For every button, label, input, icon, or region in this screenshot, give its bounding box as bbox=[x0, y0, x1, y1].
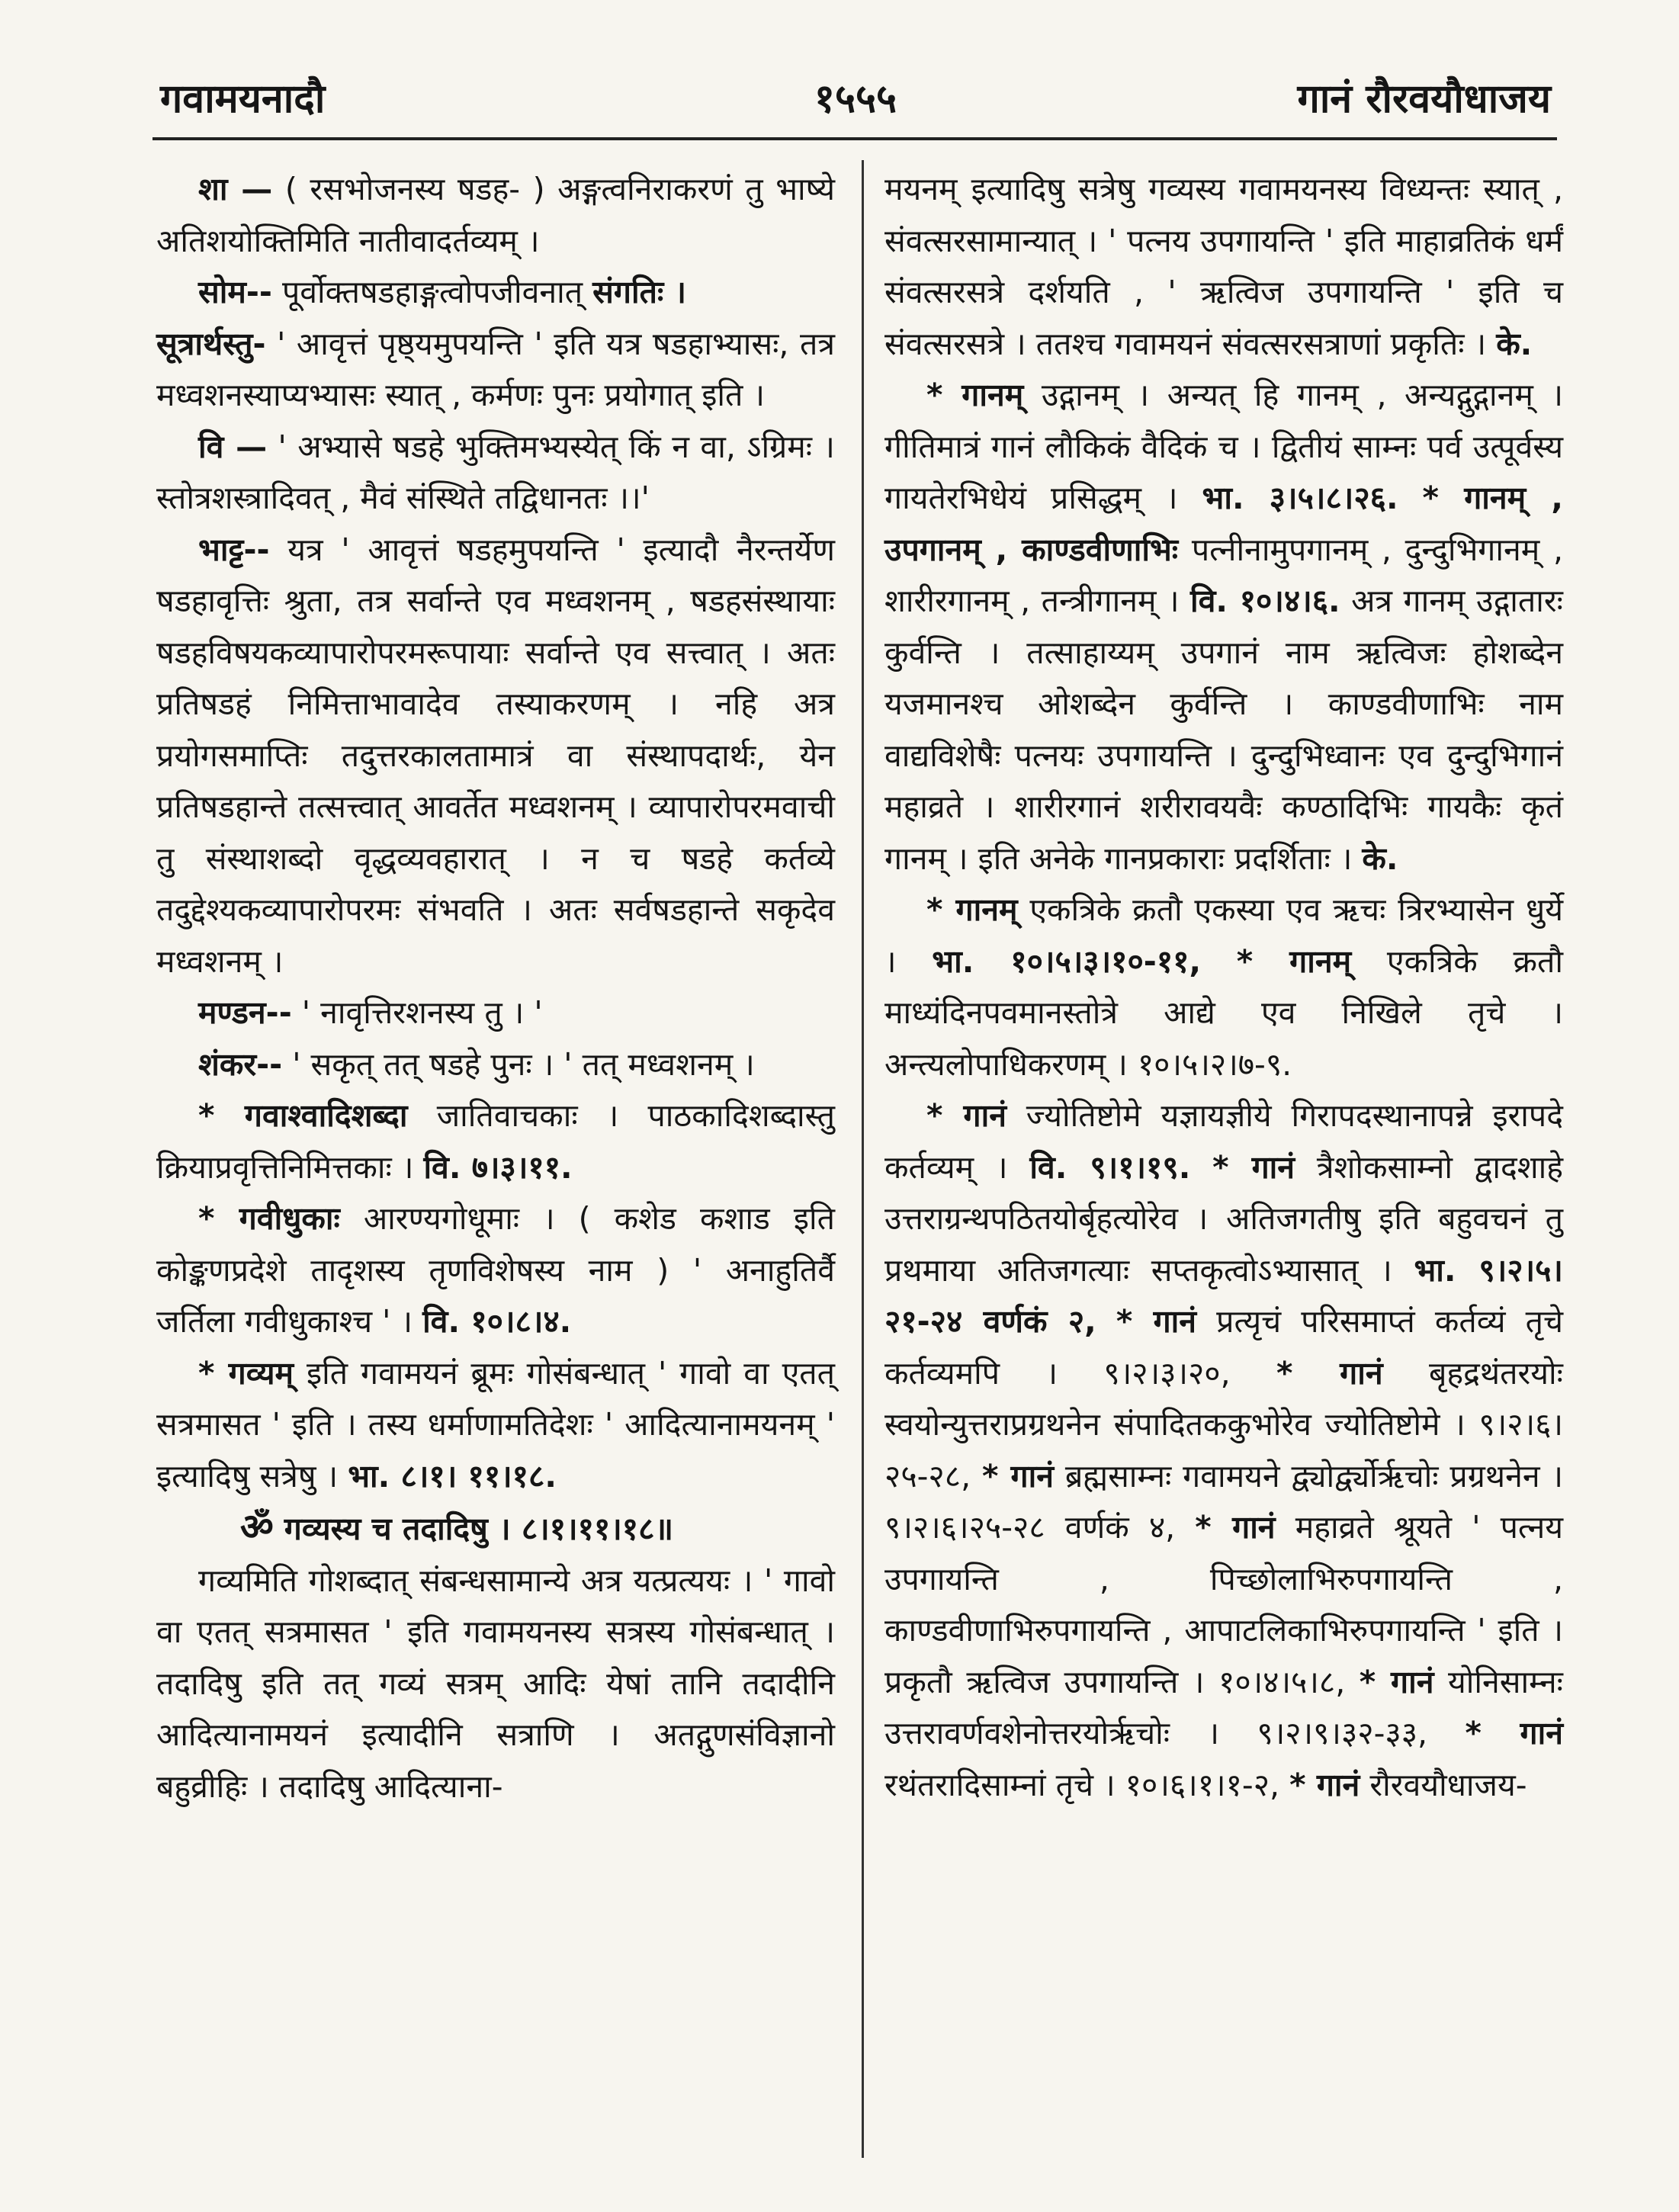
entry-bhatta bbox=[156, 525, 835, 988]
entry-mandana bbox=[156, 987, 835, 1039]
headword-ganam-11: गानं bbox=[1391, 1663, 1434, 1700]
label-soma: सोम-- bbox=[198, 274, 272, 310]
left-column bbox=[156, 164, 835, 1812]
headword-ganam-10: गानं bbox=[1232, 1509, 1276, 1546]
entry-ganam-5: * गानं ज्योतिष्टोमे यज्ञायज्ञीये गिरापदस्थानापन्ने इरापदे कर्तव्यम् । वि. ९।१।१९. * गानं त्रैशोकसाम्नो द्वादशाहे उत्तराग्रन्थपठितयोर्बृहत्योरेव । अतिजगतीषु इति बहुवचनं तु प्रथमाया अतिजगत्याः सप्तकृत्वोऽभ्यासात् । भा. ९।२।५।२१-२४ वर्णकं २, * गानं प्रत्यृचं परिसमाप्तं कर्तव्यं तृचे कर्तव्यमपि । ९।२।३।२०, * गानं बृहद्रथंतरयोः स्वयोन्युत्तराप्रग्रथनेन संपादितककुभोरेव ज्योतिष्टोमे । ९।२।६।२५-२८, * गानं ब्रह्मसाम्नः गवामयने द्व्योर्द्व्योर्ऋचोः प्रग्रथनेन । ९।२।६।२५-२८ वर्णकं ४, * गानं महाव्रते श्रूयते ' पत्नय उपगायन्ति , पिच्छोलाभिरुपगायन्ति , काण्डवीणाभिरुपगायन्ति , आपाटलिकाभिरुपगायन्ति ' इति । प्रकृतौ ऋत्विज उपगायन्ति । १०।४।५।८, * गानं योनिसाम्नः उत्तरावर्णवशेनोत्तरयोर्ऋचोः । ९।२।९।३२-३३, * गानं रथंतरादिसाम्नां तृचे । १०।६।१।१-२, * गानं रौरवयौधाजय- bbox=[884, 1097, 1563, 1803]
header-right-title: गानं रौरवयौधाजय bbox=[1297, 76, 1551, 122]
text-ganam-7: प्रत्यृचं परिसमाप्तं कर्तव्यं तृचे कर्तव्यमपि । ९।२।३।२०, bbox=[884, 1303, 1563, 1392]
page-header bbox=[160, 70, 1551, 131]
text-gavyam: इति गवामयनं ब्रूमः गोसंबन्धात् ' गावो वा एतत् सत्रमासत ' इति । तस्य धर्माणामतिदेशः ' आदित्यानामयनम् ' इत्यादिषु सत्रेषु । bbox=[156, 1354, 835, 1494]
entry-sutrartha bbox=[156, 319, 835, 422]
header-left-title: गवामयनादौ bbox=[160, 76, 326, 122]
label-mandana: मण्डन-- bbox=[198, 994, 292, 1031]
headword-ganam-13: गानं bbox=[1316, 1766, 1360, 1803]
entry-sutra-commentary bbox=[156, 1555, 835, 1813]
entry-gavashvadi: * गवाश्वादिशब्दा जातिवाचकाः । पाठकादिशब्दास्तु क्रियाप्रवृत्तिनिमित्तकाः । वि. ७।३।११. bbox=[156, 1097, 835, 1186]
ref-gavidhuka: वि. १०।८।४. bbox=[422, 1303, 572, 1340]
ref-ganam-2: वि. १०।४।६. bbox=[1190, 583, 1340, 619]
text-mandana: ' नावृत्तिरशनस्य तु । ' bbox=[301, 994, 543, 1031]
text-ganam-4: एकत्रिके क्रतौ माध्यंदिनपवमानस्तोत्रे आद्ये एव निखिले तृचे । अन्त्यलोपाधिकरणम् । १०।५।२।७-९. bbox=[884, 942, 1563, 1083]
text-ganam-13: रौरवयौधाजय- bbox=[1369, 1766, 1527, 1803]
sutra-line bbox=[156, 1502, 835, 1555]
entry-vi bbox=[156, 422, 835, 525]
entry-gavyam: * गव्यम् इति गवामयनं ब्रूमः गोसंबन्धात् ' गावो वा एतत् सत्रमासत ' इति । तस्य धर्माणामतिदेशः ' आदित्यानामयनम् ' इत्यादिषु सत्रेषु । भा. ८।१। ११।१८. bbox=[156, 1354, 835, 1494]
headword-ganam-1: गानम् bbox=[961, 377, 1024, 413]
headword-ganam-9: गानं bbox=[1010, 1457, 1054, 1494]
ref-ganam-3: भा. १०।५।३।१०-११, bbox=[932, 942, 1202, 980]
text-shankara: ' सकृत् तत् षडहे पुनः । ' तत् मध्वशनम् । bbox=[292, 1045, 755, 1083]
column-divider bbox=[862, 160, 864, 2158]
text-ganam-12: रथंतरादिसाम्नां तृचे । १०।६।१।१-२, bbox=[884, 1766, 1280, 1803]
entry-continuation bbox=[884, 164, 1563, 370]
headword-ganam-7: गानं bbox=[1153, 1303, 1197, 1340]
headword-ganam-6: गानं bbox=[1251, 1148, 1295, 1186]
label-vi: वि — bbox=[198, 428, 268, 465]
ref-ganam-6: भा. ९।२।५।२१-२४ वर्णकं २, bbox=[884, 1251, 1563, 1340]
ref-ganam-2b: के. bbox=[1362, 840, 1398, 877]
sutra-mark-icon: ॐ bbox=[240, 1506, 274, 1549]
entry-ganam-1: * गानम् उद्गानम् । अन्यत् हि गानम् , अन्यद्गुद्गानम् । गीतिमात्रं गानं लौकिकं वैदिकं च । द्वितीयं साम्नः पर्व उत्पूर्वस्य गायतेरभिधेयं प्रसिद्धम् । भा. ३।५।८।२६. * गानम् , उपगानम् , काण्डवीणाभिः पत्नीनामुपगानम् , दुन्दुभिगानम् , शारीरगानम् , तन्त्रीगानम् । वि. १०।४।६. अत्र गानम् उद्गातारः कुर्वन्ति । तत्साहाय्यम् उपगानं नाम ऋत्विजः होशब्देन यजमानश्च ओशब्देन कुर्वन्ति । काण्डवीणाभिः नाम वाद्यविशेषैः पत्नयः उपगायन्ति । दुन्दुभिध्वानः एव दुन्दुभिगानं महाव्रते । शारीरगानं शरीरावयवैः कण्ठादिभिः गायकैः कृतं गानम् । इति अनेके गानप्रकाराः प्रदर्शिताः । के. bbox=[884, 377, 1563, 877]
text-ganam-2b: अत्र गानम् उद्गातारः कुर्वन्ति । तत्साहाय्यम् उपगानं नाम ऋत्विजः होशब्देन यजमानश्च ओशब्देन कुर्वन्ति । काण्डवीणाभिः नाम वाद्यविशेषैः पत्नयः उपगायन्ति । दुन्दुभिध्वानः एव दुन्दुभिगानं महाव्रते । शारीरगानं शरीरावयवैः कण्ठादिभिः गायकैः कृतं गानम् । इति अनेके गानप्रकाराः प्रदर्शिताः । bbox=[884, 583, 1563, 877]
text-ganam-5: ज्योतिष्टोमे यज्ञायज्ञीये गिरापदस्थानापन्ने इरापदे कर्तव्यम् । bbox=[884, 1097, 1563, 1186]
text-ganam-6: त्रैशोकसाम्नो द्वादशाहे उत्तराग्रन्थपठितयोर्बृहत्योरेव । अतिजगतीषु इति बहुवचनं तु प्रथमाया अतिजगत्याः सप्तकृत्वोऽभ्यासात् । bbox=[884, 1148, 1563, 1289]
headword-gavidhuka: गवीधुकाः bbox=[239, 1200, 340, 1237]
label-sha: शा — bbox=[198, 171, 273, 207]
entry-sha bbox=[156, 164, 835, 267]
headword-ganam-5: गानं bbox=[963, 1097, 1006, 1134]
entry-soma bbox=[156, 267, 835, 319]
text-ganam-11: योनिसाम्नः उत्तरावर्णवशेनोत्तरयोर्ऋचोः । ९।२।९।३२-३३, bbox=[884, 1663, 1563, 1751]
label-bhatta: भाट्ट-- bbox=[198, 531, 270, 568]
headword-ganam-3: गानम् bbox=[955, 891, 1018, 928]
text-ganam-2: पत्नीनामुपगानम् , दुन्दुभिगानम् , शारीरगानम् , तन्त्रीगानम् । bbox=[884, 531, 1563, 619]
entry-shankara bbox=[156, 1039, 835, 1091]
text-ganam-9: ब्रह्मसाम्नः गवामयने द्व्योर्द्व्योर्ऋचोः प्रग्रथनेन । ९।२।६।२५-२८ वर्णकं ४, bbox=[884, 1457, 1563, 1546]
ref-gavashvadi: वि. ७।३।११. bbox=[423, 1148, 573, 1186]
ref-gavyam: भा. ८।१। ११।१८. bbox=[348, 1457, 557, 1494]
text-bhatta: यत्र ' आवृत्तं षडहमुपयन्ति ' इत्यादौ नैरन्तर्येण षडहावृत्तिः श्रुता, तत्र सर्वान्ते एव मध्वशनम् , षडहसंस्थायाः षडहविषयकव्यापारोपरमरूपायाः सर्वान्ते एव सत्त्वात् । अतः प्रतिषडहं निमित्ताभावादेव तस्याकरणम् । नहि अत्र प्रयोगसमाप्तिः तदुत्तरकालतामात्रं वा संस्थापदार्थः, येन प्रतिषडहान्ते तत्सत्त्वात् आवर्तेत मध्वशनम् । व्यापारोपरमवाची तु संस्थाशब्दो वृद्धव्यवहारात् । न च षडहे कर्तव्ये तदुद्देश्यकव्यापारोपरमः संभवति । अतः सर्वषडहान्ते सकृदेव मध्वशनम् । bbox=[156, 531, 835, 980]
header-rule bbox=[152, 137, 1557, 140]
headword-ganam-8: गानं bbox=[1340, 1354, 1383, 1392]
text-soma: पूर्वोक्तषडहाङ्गत्वोपजीवनात् bbox=[281, 274, 583, 310]
page-number: १५५५ bbox=[814, 76, 897, 122]
text-sutrartha: ' आवृत्तं पृष्ठ्यमुपयन्ति ' इति यत्र षडहाभ्यासः, तत्र मध्वशनस्याप्यभ्यासः स्यात् , कर्मणः पुनः प्रयोगात् इति । bbox=[156, 325, 835, 413]
text-sutra-commentary: गव्यमिति गोशब्दात् संबन्धसामान्ये अत्र यत्प्रत्ययः । ' गावो वा एतत् सत्रमासत ' इति गवामयनस्य सत्रस्य गोसंबन्धात् । तदादिषु इति तत् गव्यं सत्रम् आदिः येषां तानि तदादीनि आदित्यानामयनं इत्यादीनि सत्राणि । अतद्गुणसंविज्ञानो बहुव्रीहिः । तदादिषु आदित्याना- bbox=[156, 1562, 835, 1805]
text-ganam-10: महाव्रते श्रूयते ' पत्नय उपगायन्ति , पिच्छोलाभिरुपगायन्ति , काण्डवीणाभिरुपगायन्ति , आपाटलिकाभिरुपगायन्ति ' इति । प्रकृतौ ऋत्विज उपगायन्ति । १०।४।५।८, bbox=[884, 1509, 1563, 1700]
headword-gavyam: गव्यम् bbox=[228, 1354, 294, 1392]
ref-ganam-1: भा. ३।५।८।२६. bbox=[1202, 480, 1398, 516]
headword-ganam-12: गानं bbox=[1520, 1715, 1563, 1751]
label-shankara: शंकर-- bbox=[198, 1045, 283, 1083]
text-gavidhuka: आरण्यगोधूमाः । ( कशेड कशाड इति कोङ्कणप्रदेशे तादृशस्य तृणविशेषस्य नाम ) ' अनाहुतिर्वै जर्तिला गवीधुकाश्च ' । bbox=[156, 1200, 835, 1340]
entry-gavidhuka: * गवीधुकाः आरण्यगोधूमाः । ( कशेड कशाड इति कोङ्कणप्रदेशे तादृशस्य तृणविशेषस्य नाम ) ' अनाहुतिर्वै जर्तिला गवीधुकाश्च ' । वि. १०।८।४. bbox=[156, 1200, 835, 1340]
entry-ganam-3: * गानम् एकत्रिके क्रतौ एकस्या एव ऋचः त्रिरभ्यासेन धुर्ये । भा. १०।५।३।१०-११, * गानम् एकत्रिके क्रतौ माध्यंदिनपवमानस्तोत्रे आद्ये एव निखिले तृचे । अन्त्यलोपाधिकरणम् । १०।५।२।७-९. bbox=[884, 891, 1563, 1083]
headword-gavashvadi: गवाश्वादिशब्दा bbox=[244, 1097, 408, 1134]
ref-continuation: के. bbox=[1496, 325, 1533, 362]
headword-ganam-4: गानम् bbox=[1289, 942, 1352, 980]
text-ganam-1: उद्गानम् । अन्यत् हि गानम् , अन्यद्गुद्गानम् । गीतिमात्रं गानं लौकिकं वैदिकं च । द्वितीयं साम्नः पर्व उत्पूर्वस्य गायतेरभिधेयं प्रसिद्धम् । bbox=[884, 377, 1563, 516]
text-gavashvadi: जातिवाचकाः । पाठकादिशब्दास्तु क्रियाप्रवृत्तिनिमित्तकाः । bbox=[156, 1097, 835, 1186]
text-sha: ( रसभोजनस्य षडह- ) अङ्गत्वनिराकरणं तु भाष्ये अतिशयोक्तिमिति नातीवादर्तव्यम् । bbox=[156, 171, 835, 259]
text-ganam-3: एकत्रिके क्रतौ एकस्या एव ऋचः त्रिरभ्यासेन धुर्ये । bbox=[884, 891, 1563, 980]
text-ganam-8: बृहद्रथंतरयोः स्वयोन्युत्तराप्रग्रथनेन संपादितककुभोरेव ज्योतिष्टोमे । ९।२।६।२५-२८, bbox=[884, 1354, 1563, 1494]
headword-ganam-2: गानम् , उपगानम् , काण्डवीणाभिः bbox=[884, 480, 1563, 568]
label-sangati: संगतिः । bbox=[592, 274, 687, 310]
text-vi: ' अभ्यासे षडहे भुक्तिमभ्यस्येत् किं न वा, ऽग्रिमः । स्तोत्रशस्त्रादिवत् , मैवं संस्थिते तद्विधानतः ।।' bbox=[156, 428, 835, 516]
text-continuation: मयनम् इत्यादिषु सत्रेषु गव्यस्य गवामयनस्य विध्यन्तः स्यात् , संवत्सरसामान्यात् । ' पत्नय उपगायन्ति ' इति माहाव्रतिकं धर्मं संवत्सरसत्रे दर्शयति , ' ऋत्विज उपगायन्ति ' इति च संवत्सरसत्रे । ततश्च गवामयनं संवत्सरसत्राणां प्रकृतिः । bbox=[884, 171, 1563, 362]
ref-ganam-5: वि. ९।१।१९. bbox=[1029, 1148, 1191, 1186]
right-column bbox=[884, 164, 1563, 1811]
label-sutrartha: सूत्रार्थस्तु- bbox=[156, 325, 266, 362]
sutra-text: गव्यस्य च तदादिषु । ८।१।११।१८॥ bbox=[284, 1511, 674, 1547]
